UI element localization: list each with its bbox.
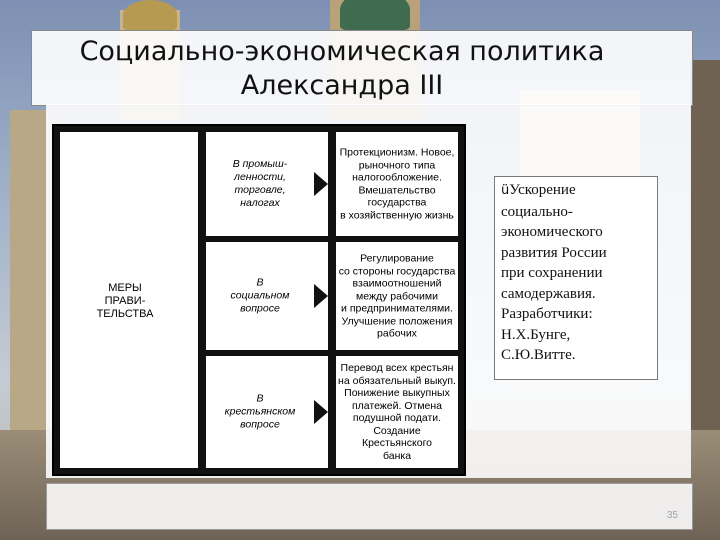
diagram-description-box (336, 242, 458, 350)
diagram-category-box (206, 356, 328, 468)
diagram-description-social: Регулирование со стороны государства взаимоотношений между рабочими и предпринимателями. Улучшение положения рабочих (338, 252, 456, 340)
arrow-icon (314, 400, 328, 424)
summary-text: Ускорение социально- экономического развития России при сохранении самодержавия. Разработчики: Н.Х.Бунге, С.Ю.Витте. (501, 182, 607, 363)
slide-title (32, 35, 652, 103)
summary-bullet (501, 180, 651, 366)
arrow-icon (314, 284, 328, 308)
diagram-category-social: В социальном вопросе (230, 276, 290, 315)
page-number: 35 (666, 510, 678, 521)
footer-panel (46, 483, 693, 530)
diagram-description-box (336, 132, 458, 236)
diagram-root-box (60, 132, 198, 468)
diagram-root-label: МЕРЫ ПРАВИ- ТЕЛЬСТВА (96, 282, 154, 320)
diagram-description-industry: Протекционизм. Новое, рыночного типа налогообложение. Вмешательство государства в хозяйственную жизнь (339, 146, 455, 221)
title-panel (31, 30, 693, 106)
diagram-category-peasant: В крестьянском вопросе (224, 392, 296, 431)
summary-text-box (494, 176, 658, 380)
title-line-1: Социально-экономическая политика (79, 36, 605, 67)
diagram-category-box (206, 242, 328, 350)
diagram-description-peasant: Перевод всех крестьян на обязательный выкуп. Понижение выкупных платежей. Отмена подушной подати. Создание Крестьянского банка (338, 362, 456, 462)
title-line-2: Александра III (240, 70, 444, 101)
policy-diagram (52, 124, 466, 476)
diagram-description-box (336, 356, 458, 468)
checkmark-icon: ü (501, 183, 510, 198)
diagram-category-box (206, 132, 328, 236)
diagram-category-industry: В промыш- ленности, торговле, налогах (232, 158, 288, 209)
arrow-icon (314, 172, 328, 196)
